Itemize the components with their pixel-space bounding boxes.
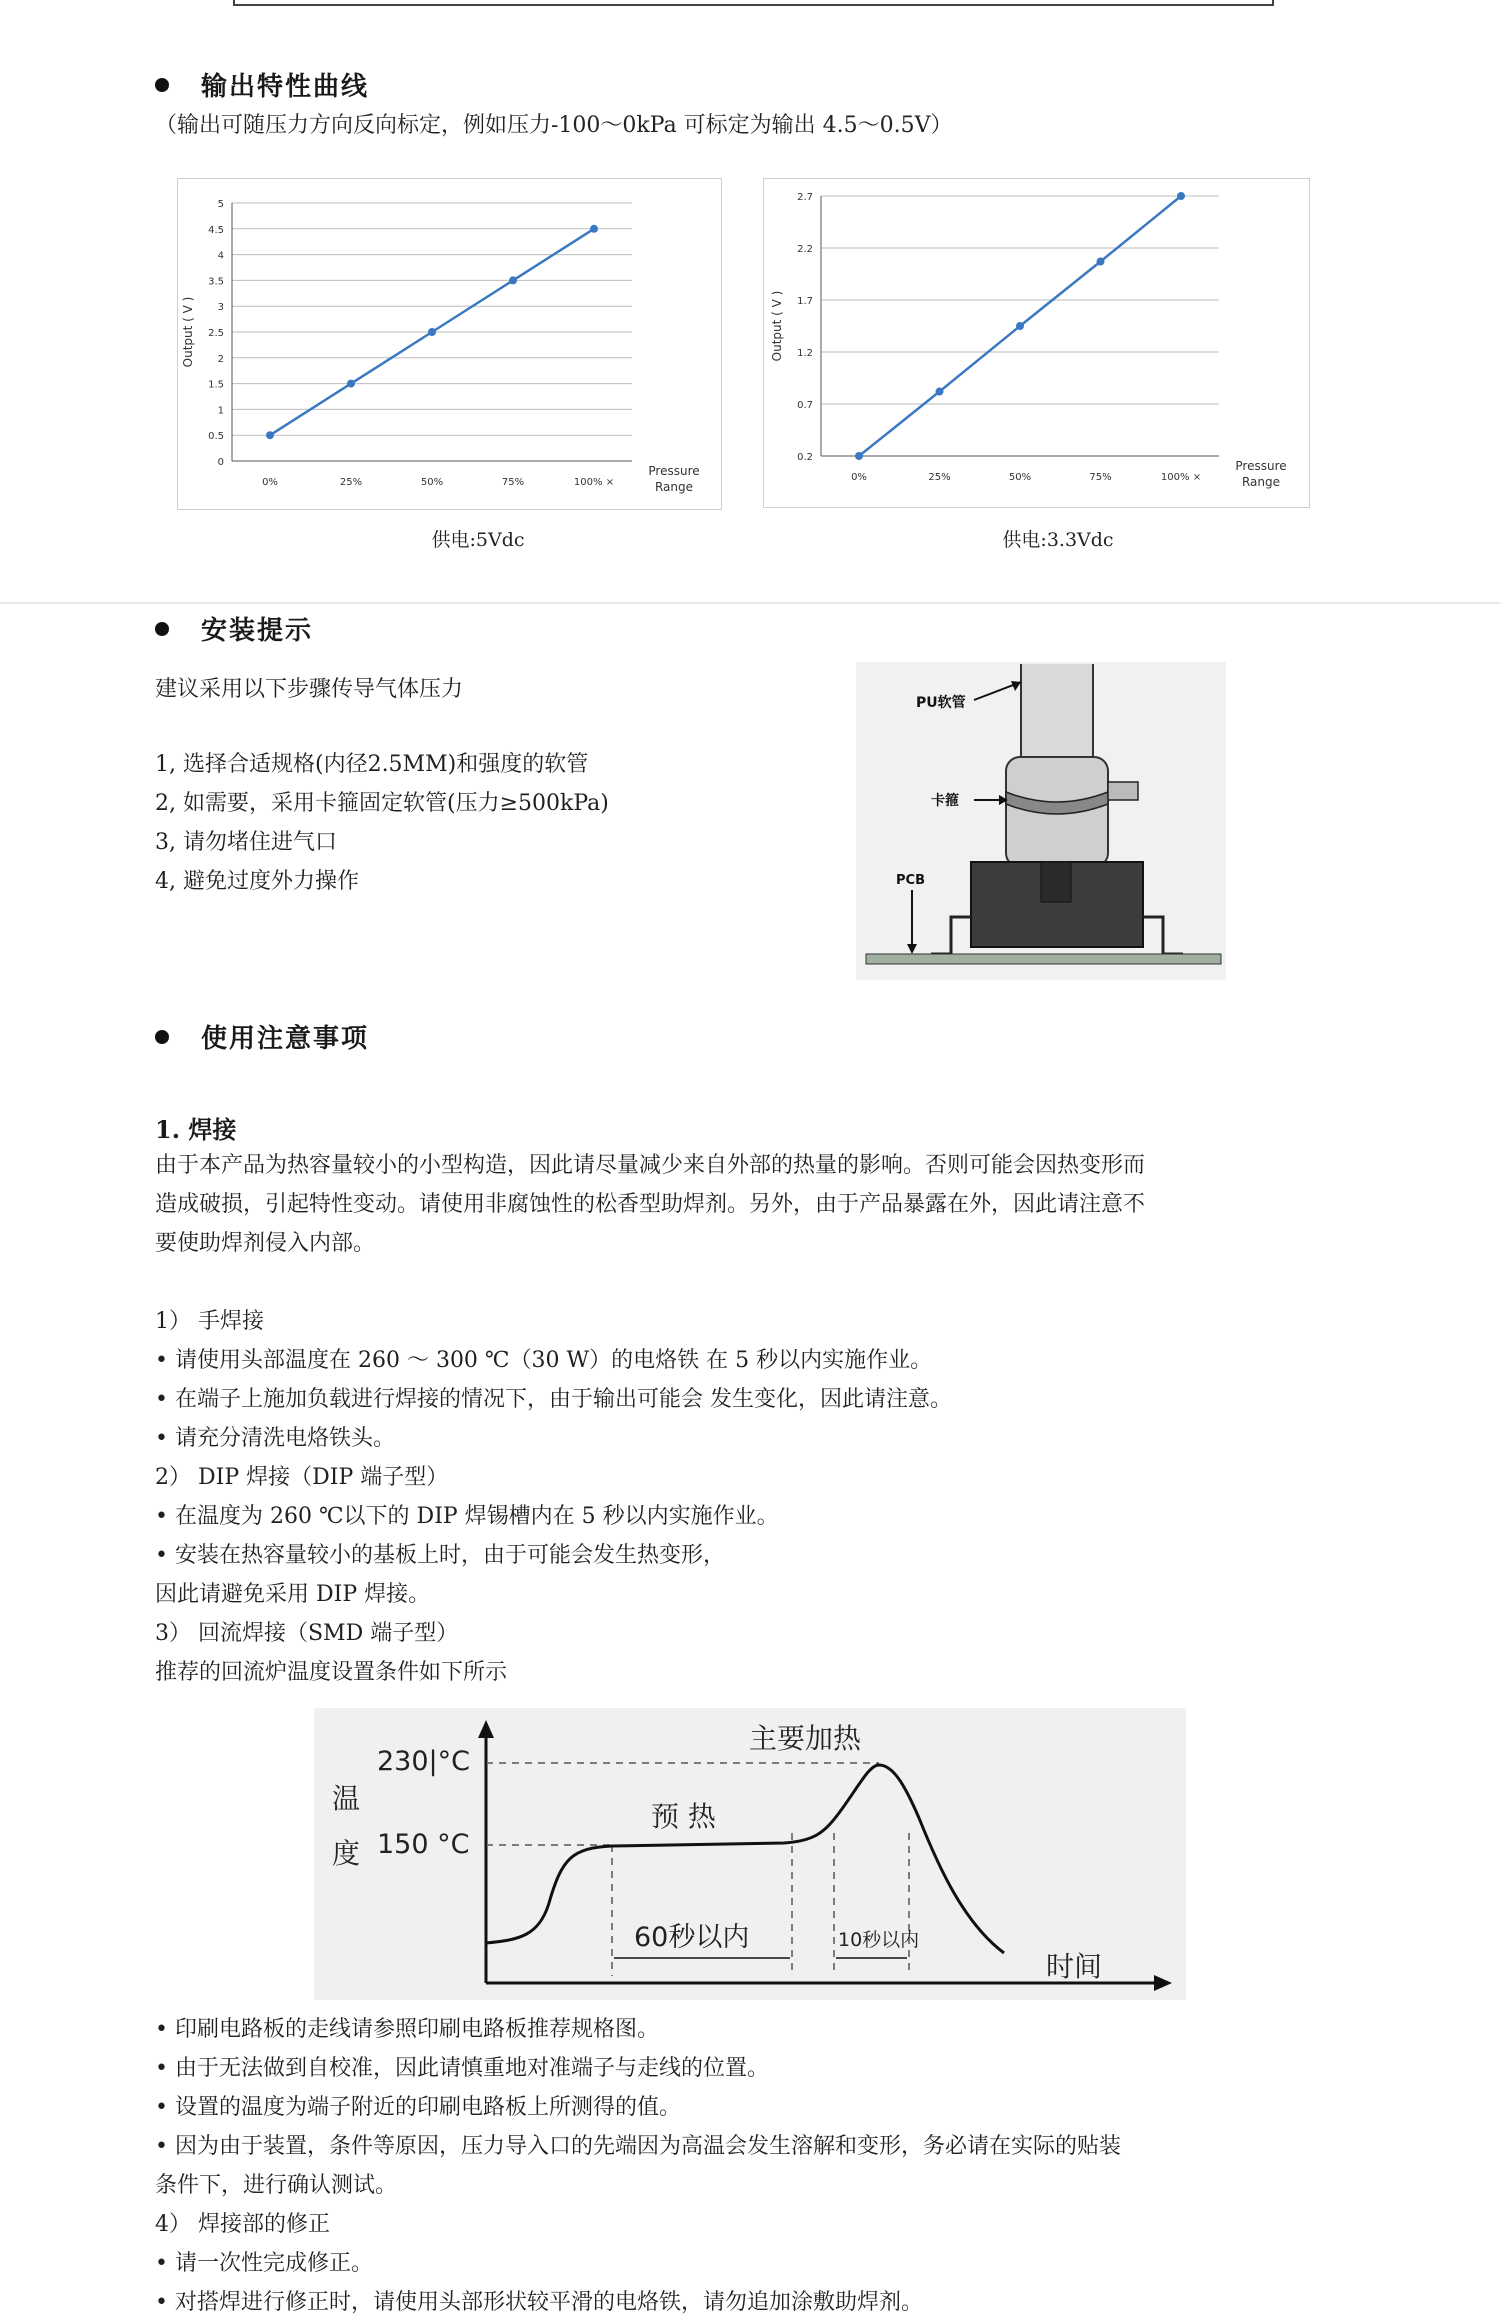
- data-point: [347, 380, 355, 388]
- caption-5v: 供电:5Vdc: [431, 529, 525, 551]
- list-item: 2） DIP 焊接（DIP 端子型）: [155, 1465, 449, 1490]
- bullet-icon: [155, 1030, 169, 1044]
- label-clamp: 卡箍: [931, 793, 959, 809]
- y-axis-label: Output ( V ): [770, 290, 784, 362]
- install-step: 2, 如需要，采用卡箍固定软管(压力≥500kPa): [155, 791, 609, 816]
- label-60s: 60秒以内: [634, 1922, 750, 1953]
- x-axis-label: Pressure: [1235, 459, 1287, 473]
- bullet-icon: [155, 78, 169, 92]
- data-point: [590, 225, 598, 233]
- install-intro-text: 建议采用以下步骤传导气体压力: [155, 677, 464, 702]
- installation-figure: [856, 662, 1226, 980]
- x-tick-label: 100% ×: [1160, 472, 1202, 483]
- chart-3v3-svg: [764, 179, 1309, 507]
- list-item: 4） 焊接部的修正: [155, 2212, 330, 2237]
- y-tick-label: 0: [217, 457, 224, 468]
- y-tick-label: 1.2: [797, 348, 813, 359]
- label-preheat: 预 热: [651, 1800, 716, 1833]
- list-item: 推荐的回流炉温度设置条件如下所示: [155, 1660, 508, 1685]
- label-pcb: PCB: [896, 873, 925, 888]
- data-point: [266, 431, 274, 439]
- ylabel-1: 温: [332, 1782, 361, 1815]
- ylabel-2: 度: [332, 1837, 361, 1870]
- paragraph-line: 造成破损，引起特性变动。请使用非腐蚀性的松香型助焊剂。另外，由于产品暴露在外，因此请注意不: [155, 1192, 1146, 1217]
- caption-3v3: 供电:3.3Vdc: [1002, 529, 1114, 551]
- list-item: • 请充分清洗电烙铁头。: [155, 1426, 395, 1451]
- install-steps: [155, 745, 609, 901]
- data-point: [509, 276, 517, 284]
- list-item: 3） 回流焊接（SMD 端子型）: [155, 1621, 459, 1646]
- data-point: [1177, 192, 1185, 200]
- calibration-note: （输出可随压力方向反向标定，例如压力-100～0kPa 可标定为输出 4.5～0.5V）: [155, 113, 953, 138]
- y-tick-label: 0.2: [797, 452, 813, 463]
- label-main-heat: 主要加热: [749, 1722, 862, 1755]
- label-tube: PU软管: [916, 695, 966, 711]
- list-item: • 请使用头部温度在 260 ～ 300 ℃（30 W）的电烙铁 在 5 秒以内实施作业。: [155, 1348, 933, 1373]
- list-item: • 对搭焊进行修正时，请使用头部形状较平滑的电烙铁，请勿追加涂敷助焊剂。: [155, 2290, 923, 2315]
- y-axis-arrow-icon: [478, 1720, 494, 1738]
- list-item: • 因为由于装置，条件等原因，压力导入口的先端因为高温会发生溶解和变形，务必请在实际的贴装: [155, 2134, 1121, 2159]
- soldering-paragraph: [155, 1146, 1145, 1263]
- chart-5v: [177, 178, 722, 510]
- soldering-list-a: [155, 1302, 952, 1692]
- y-tick-label: 1.5: [208, 379, 224, 391]
- label-230: 230|°C: [377, 1746, 470, 1777]
- y-tick-label: 3: [217, 302, 224, 314]
- list-item: • 印刷电路板的走线请参照印刷电路板推荐规格图。: [155, 2017, 659, 2042]
- x-tick-label: 0%: [851, 472, 867, 483]
- heading-text: 使用注意事项: [201, 1024, 370, 1054]
- section-heading-install: [155, 610, 313, 647]
- x-tick-label: 50%: [1008, 472, 1032, 483]
- x-axis-label: Range: [654, 480, 694, 494]
- chart-3v3: [763, 178, 1310, 508]
- y-tick-label: 2.5: [208, 328, 224, 339]
- list-item: • 安装在热容量较小的基板上时，由于可能会发生热变形，: [155, 1543, 725, 1568]
- x-axis-arrow-icon: [1154, 1975, 1172, 1991]
- lead-right: [1143, 917, 1183, 954]
- sensor-port: [1041, 862, 1071, 902]
- paragraph-line: 由于本产品为热容量较小的小型构造，因此请尽量减少来自外部的热量的影响。否则可能会因热变形而: [155, 1153, 1146, 1178]
- data-point: [855, 452, 863, 460]
- list-item: • 请一次性完成修正。: [155, 2251, 373, 2276]
- pcb-board: [866, 954, 1221, 964]
- data-point: [428, 328, 436, 336]
- x-tick-label: 25%: [928, 472, 951, 483]
- sensor-tube-diagram: [856, 662, 1226, 980]
- y-tick-label: 2.2: [797, 244, 813, 255]
- list-item: • 在温度为 260 ℃以下的 DIP 焊锡槽内在 5 秒以内实施作业。: [155, 1504, 779, 1529]
- install-step: 4, 避免过度外力操作: [155, 869, 359, 894]
- paragraph-line: 要使助焊剂侵入内部。: [155, 1231, 376, 1256]
- install-intro: [155, 670, 463, 709]
- soldering-list-b: [155, 2010, 1121, 2322]
- label-time: 时间: [1046, 1950, 1103, 1983]
- data-point: [1016, 322, 1024, 330]
- y-tick-label: 2.7: [797, 192, 813, 203]
- heading-text: 安装提示: [201, 616, 314, 646]
- list-item: 条件下，进行确认测试。: [155, 2173, 398, 2198]
- y-tick-label: 4: [217, 250, 224, 262]
- y-tick-label: 5: [217, 199, 224, 210]
- y-tick-label: 0.7: [797, 400, 813, 411]
- x-axis-label: Range: [1241, 475, 1281, 489]
- reflow-profile-figure: [314, 1708, 1186, 2000]
- list-item: 因此请避免采用 DIP 焊接。: [155, 1582, 431, 1607]
- label-150: 150 °C: [377, 1829, 470, 1860]
- y-tick-label: 2: [217, 353, 224, 365]
- y-tick-label: 1: [217, 405, 224, 417]
- data-point: [1097, 258, 1105, 266]
- install-step: 3, 请勿堵住进气口: [155, 830, 337, 855]
- label-10s: 10秒以内: [838, 1929, 920, 1951]
- y-tick-label: 4.5: [208, 224, 224, 236]
- heading-text: 输出特性曲线: [201, 72, 370, 102]
- x-tick-label: 50%: [420, 477, 444, 488]
- list-item: • 设置的温度为端子附近的印刷电路板上所测得的值。: [155, 2095, 681, 2120]
- data-point: [936, 388, 944, 396]
- top-frame: [233, 0, 1274, 6]
- x-tick-label: 100% ×: [573, 477, 615, 488]
- y-tick-label: 0.5: [208, 431, 224, 443]
- x-tick-label: 25%: [339, 477, 363, 488]
- x-tick-label: 75%: [1089, 472, 1112, 483]
- chart-5v-svg: [178, 179, 721, 509]
- subheading-soldering: 1. 焊接: [155, 1115, 237, 1144]
- list-item: 1） 手焊接: [155, 1309, 264, 1334]
- y-tick-label: 1.7: [797, 296, 813, 307]
- list-item: • 在端子上施加负载进行焊接的情况下，由于输出可能会 发生变化，因此请注意。: [155, 1387, 952, 1412]
- x-tick-label: 0%: [262, 477, 278, 488]
- reflow-profile-svg: [314, 1708, 1186, 2000]
- lead-left: [931, 917, 971, 954]
- arrow-head-icon: [907, 944, 917, 954]
- clamp-screw: [1108, 782, 1138, 800]
- bullet-icon: [155, 622, 169, 636]
- x-tick-label: 75%: [501, 477, 525, 488]
- section-heading-output: [155, 66, 369, 103]
- section-divider: [0, 602, 1500, 604]
- y-axis-label: Output ( V ): [181, 296, 195, 368]
- list-item: • 由于无法做到自校准，因此请慎重地对准端子与走线的位置。: [155, 2056, 769, 2081]
- y-tick-label: 3.5: [208, 276, 224, 288]
- x-axis-label: Pressure: [648, 464, 700, 478]
- section-heading-usage: [155, 1018, 369, 1055]
- install-step: 1, 选择合适规格(内径2.5MM)和强度的软管: [155, 752, 589, 777]
